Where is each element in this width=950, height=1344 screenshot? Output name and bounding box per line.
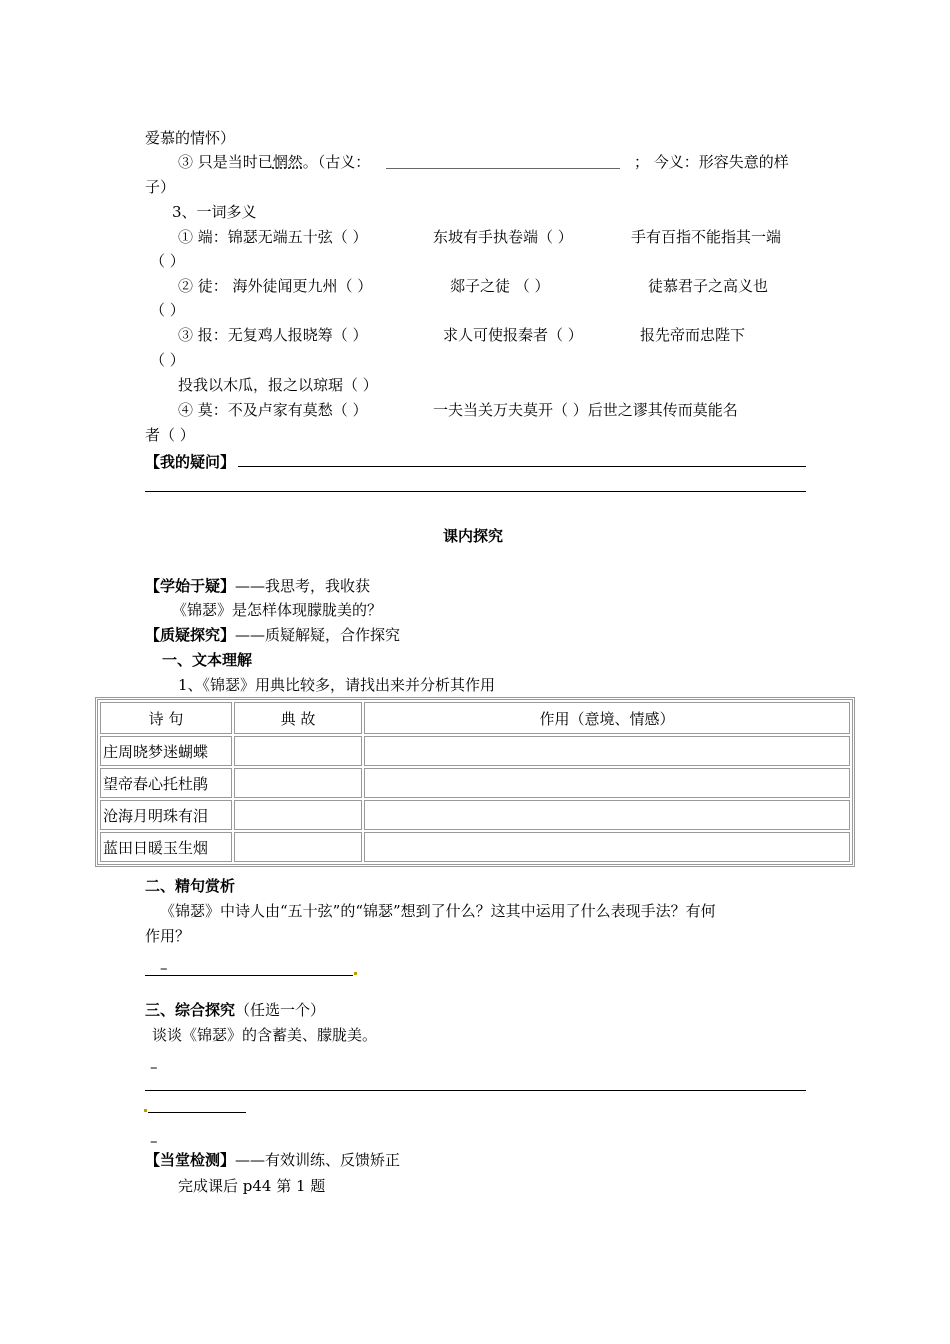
- text-line: 投我以木瓜，报之以琼琚（ ）: [178, 376, 378, 394]
- table-header: 典 故: [234, 702, 362, 734]
- text-line: [178, 152, 370, 172]
- dash-mark: –: [150, 1132, 158, 1150]
- table-cell: 望帝春心托杜鹃: [100, 768, 232, 798]
- marker-dot: [144, 1109, 147, 1112]
- text-line: ③ 报：无复鸡人报晓筹（ ）: [178, 326, 368, 344]
- table-cell: 沧海月明珠有泪: [100, 800, 232, 830]
- table-cell: 庄周晓梦迷蝴蝶: [100, 736, 232, 766]
- text-line: ① 端：锦瑟无端五十弦（ ）: [178, 228, 368, 246]
- text-line: 一夫当关万夫莫开（ ）后世之谬其传而莫能名: [433, 401, 738, 419]
- text-line: ； 今义：形容失意的样: [634, 153, 789, 171]
- table-cell-empty[interactable]: [364, 768, 850, 798]
- text-line: 3、一词多义: [172, 203, 257, 221]
- text-line: [145, 1150, 400, 1170]
- text-line: 爱慕的情怀）: [145, 129, 236, 147]
- my-question-label: 【我的疑问】: [145, 453, 236, 471]
- answer-line: [145, 975, 353, 976]
- part3-note: （任选一个）: [235, 1001, 326, 1019]
- table-cell-empty[interactable]: [234, 768, 362, 798]
- task-text: 完成课后 p44 第 1 题: [178, 1177, 326, 1195]
- text-line: （ ）: [150, 301, 185, 319]
- question-text: 1、《锦瑟》用典比较多，请找出来并分析其作用: [178, 676, 496, 694]
- answer-line: [145, 491, 806, 492]
- text-line: [145, 1000, 325, 1020]
- table-header: 作用（意境、情感）: [364, 702, 850, 734]
- zhi-text: ——质疑解疑，合作探究: [235, 626, 401, 644]
- dang-label: 【当堂检测】: [145, 1151, 236, 1169]
- table-cell-empty[interactable]: [234, 736, 362, 766]
- question-text: 《锦瑟》中诗人由“五十弦”的“锦瑟”想到了什么？这其中运用了什么表现手法？有何: [160, 902, 716, 920]
- text-line: （ ）: [150, 252, 185, 270]
- text-line: 子）: [145, 178, 176, 196]
- allusion-table: [95, 697, 855, 867]
- answer-line: [238, 466, 806, 467]
- dash-mark: –: [160, 959, 168, 977]
- table-row: [100, 832, 850, 862]
- question-text: 《锦瑟》是怎样体现朦胧美的？: [172, 601, 383, 619]
- dang-text: ——有效训练、反馈矫正: [235, 1151, 401, 1169]
- text-line: 报先帝而忠陛下: [640, 326, 746, 344]
- dotted-word: 惘然: [272, 153, 303, 171]
- dash-mark: –: [150, 1058, 158, 1076]
- text-line: 手有百指不能指其一端: [631, 228, 782, 246]
- table-row: [100, 800, 850, 830]
- table-cell-empty[interactable]: [364, 800, 850, 830]
- table-cell-empty[interactable]: [234, 832, 362, 862]
- text-fragment: 。（古义：: [302, 153, 371, 171]
- table-row: [100, 736, 850, 766]
- text-line: [145, 576, 370, 596]
- marker-dot: [354, 972, 357, 975]
- answer-line: [148, 1112, 246, 1113]
- answer-line: [386, 168, 620, 169]
- table-cell-empty[interactable]: [234, 800, 362, 830]
- text-line: [145, 625, 400, 645]
- table-cell-empty[interactable]: [364, 832, 850, 862]
- part2-heading: 二、精句赏析: [145, 877, 236, 895]
- section-title: 课内探究: [443, 527, 504, 545]
- question-text: 作用？: [145, 927, 191, 945]
- text-line: 郯子之徒 （ ）: [450, 277, 550, 295]
- question-text: 谈谈《锦瑟》的含蓄美、朦胧美。: [152, 1026, 378, 1044]
- table-row: [100, 768, 850, 798]
- text-fragment: ③ 只是当时已: [178, 153, 273, 171]
- text-line: 东坡有手执卷端（ ）: [433, 228, 573, 246]
- text-line: ④ 莫：不及卢家有莫愁（ ）: [178, 401, 368, 419]
- text-line: 者（ ）: [145, 426, 195, 444]
- table-cell: 蓝田日暖玉生烟: [100, 832, 232, 862]
- text-line: 徒慕君子之高义也: [648, 277, 769, 295]
- part3-heading: 三、综合探究: [145, 1001, 236, 1019]
- zhi-label: 【质疑探究】: [145, 626, 236, 644]
- xue-label: 【学始于疑】: [145, 577, 236, 595]
- answer-line: [145, 1090, 806, 1091]
- text-line: （ ）: [150, 351, 185, 369]
- text-line: ② 徒： 海外徒闻更九州（ ）: [178, 277, 373, 295]
- table-cell-empty[interactable]: [364, 736, 850, 766]
- part1-heading: 一、文本理解: [162, 651, 253, 669]
- text-line: 求人可使报秦者（ ）: [443, 326, 583, 344]
- table-header: 诗 句: [100, 702, 232, 734]
- xue-text: ——我思考，我收获: [235, 577, 371, 595]
